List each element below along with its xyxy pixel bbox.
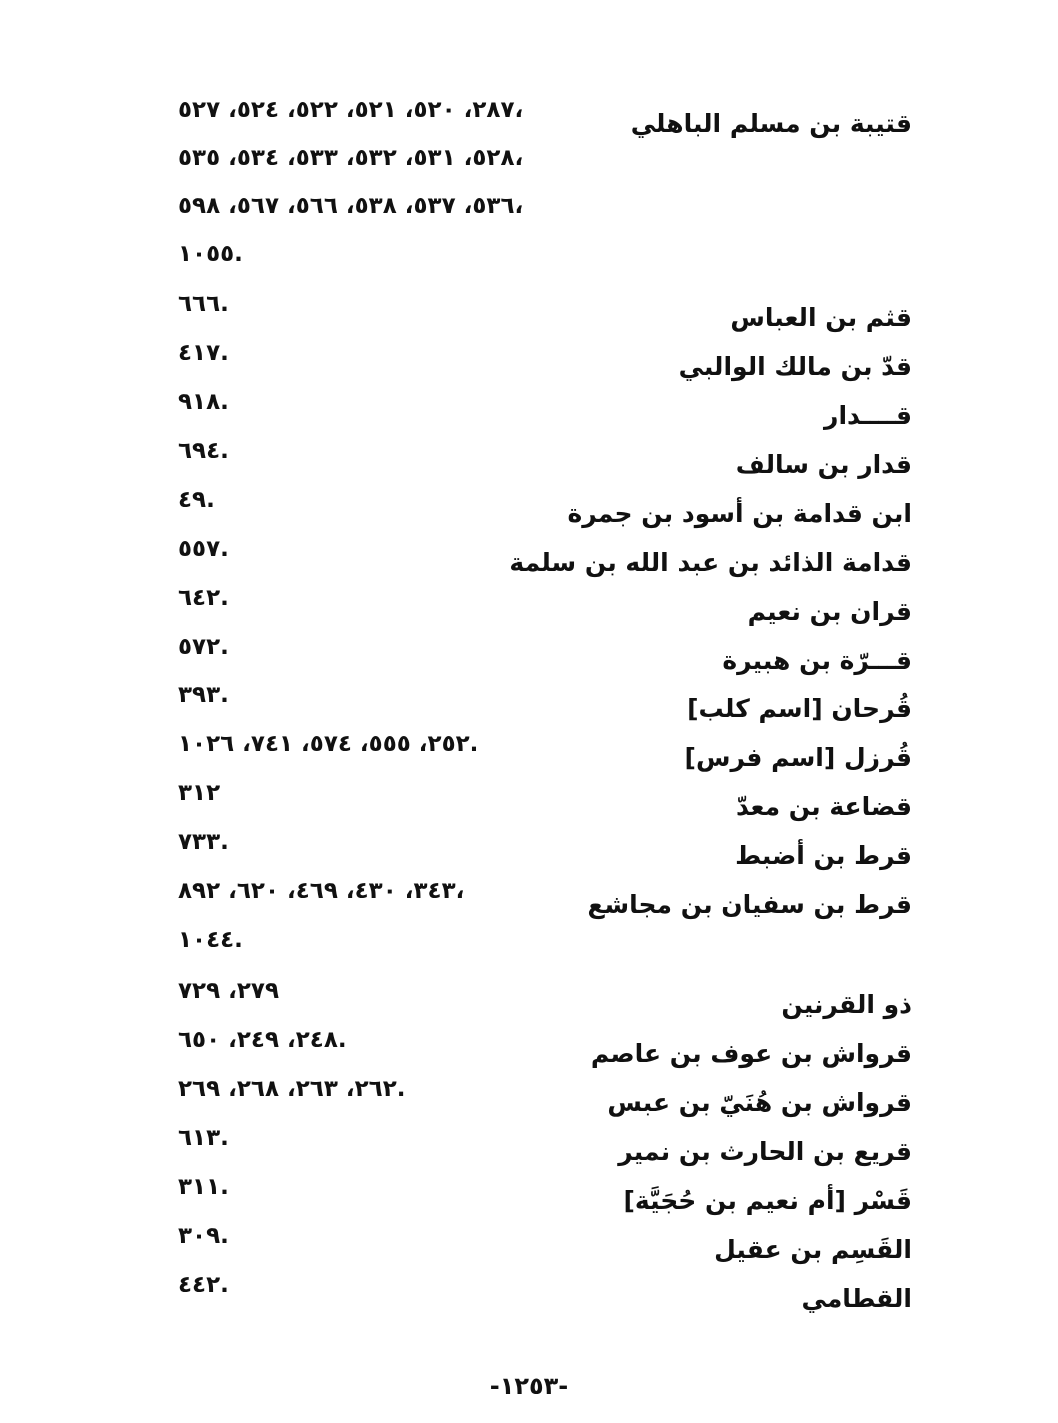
entry-pages: ٢٨٧، ٥٢٠، ٥٢١، ٥٢٢، ٥٢٤، ٥٢٧،: [178, 97, 524, 123]
index-entry: [0, 775, 1058, 825]
index-entry: [0, 433, 1058, 483]
index-entry: [0, 92, 1058, 142]
entry-pages: ١٠٥٥.: [178, 241, 243, 267]
entry-name: قرط بن أضبط: [735, 841, 912, 870]
entry-name: قـــرّة بن هبيرة: [722, 646, 912, 675]
entry-name: قــــدار: [824, 401, 912, 430]
entry-pages: ٢٤٨، ٢٤٩، ٦٥٠.: [178, 1027, 347, 1053]
index-entry: [0, 1120, 1058, 1170]
entry-name: ابن قدامة بن أسود بن جمرة: [567, 499, 912, 528]
entry-pages: ١٠٤٤.: [178, 927, 243, 953]
entry-pages: ٦٤٢.: [178, 585, 229, 611]
index-entry: [0, 1267, 1058, 1317]
entry-name: قرواش بن هُنَيّ بن عبس: [607, 1088, 912, 1117]
index-entry: [0, 677, 1058, 727]
entry-pages: ٣٩٣.: [178, 682, 229, 708]
entry-name: قُرزل [اسم فرس]: [684, 743, 912, 772]
index-entry: [0, 1169, 1058, 1219]
page-number: -١٢٥٣-: [489, 1372, 569, 1400]
index-entry: [0, 973, 1058, 1023]
entry-name: القطامي: [801, 1284, 912, 1313]
entry-name: قُرحان [اسم كلب]: [687, 694, 912, 723]
entry-pages: ٥٥٧.: [178, 536, 229, 562]
entry-pages: ٢٦٢، ٢٦٣، ٢٦٨، ٢٦٩.: [178, 1076, 406, 1102]
entry-pages: ٧٣٣.: [178, 829, 229, 855]
index-entry: [0, 482, 1058, 532]
entry-pages: ٢٧٩، ٧٢٩: [178, 978, 279, 1004]
entry-pages: ٣١١.: [178, 1174, 229, 1200]
index-entry: [0, 629, 1058, 679]
entry-name: قثم بن العباس: [730, 303, 912, 332]
entry-pages: ٣٠٩.: [178, 1223, 229, 1249]
index-entry-continuation: [0, 140, 1058, 190]
entry-name: قريع بن الحارث بن نمير: [618, 1137, 912, 1166]
index-entry-continuation: [0, 922, 1058, 972]
entry-name: قرط بن سفيان بن مجاشع: [587, 890, 912, 919]
entry-pages: ٤٤٢.: [178, 1272, 229, 1298]
index-entry: [0, 1071, 1058, 1121]
entry-pages: ٤٩.: [178, 487, 215, 513]
index-entry-continuation: [0, 236, 1058, 286]
index-entry: [0, 726, 1058, 776]
entry-pages: ٥٧٢.: [178, 634, 229, 660]
entry-pages: ٦٩٤.: [178, 438, 229, 464]
entry-name: قران بن نعيم: [747, 597, 912, 626]
entry-name: قرواش بن عوف بن عاصم: [590, 1039, 912, 1068]
entry-pages: ٩١٨.: [178, 389, 229, 415]
index-entry: [0, 335, 1058, 385]
entry-name: قدامة الذائد بن عبد الله بن سلمة: [509, 548, 912, 577]
entry-name: القَسِم بن عقيل: [714, 1235, 912, 1264]
index-entry: [0, 1022, 1058, 1072]
index-entry: [0, 580, 1058, 630]
entry-name: ذو القرنين: [781, 990, 912, 1019]
entry-pages: ٣٤٣، ٤٣٠، ٤٦٩، ٦٢٠، ٨٩٢،: [178, 878, 465, 904]
entry-pages: ٣١٢: [178, 780, 221, 806]
entry-pages: ٢٥٢، ٥٥٥، ٥٧٤، ٧٤١، ١٠٢٦.: [178, 731, 479, 757]
entry-pages: ٦١٣.: [178, 1125, 229, 1151]
entry-pages: ٥٣٦، ٥٣٧، ٥٣٨، ٥٦٦، ٥٦٧، ٥٩٨،: [178, 193, 524, 219]
entry-name: قتيبة بن مسلم الباهلي: [630, 109, 912, 138]
entry-name: قَسْر [أم نعيم بن حُجَيَّة]: [623, 1186, 912, 1215]
entry-pages: ٤١٧.: [178, 340, 229, 366]
index-entry: [0, 531, 1058, 581]
index-entry-continuation: [0, 188, 1058, 238]
index-entry: [0, 286, 1058, 336]
index-entry: [0, 384, 1058, 434]
index-entry: [0, 873, 1058, 923]
index-entry: [0, 1218, 1058, 1268]
entry-pages: ٦٦٦.: [178, 291, 229, 317]
entry-name: قدّ بن مالك الوالبي: [678, 352, 912, 381]
entry-name: قدار بن سالف: [735, 450, 912, 479]
entry-pages: ٥٢٨، ٥٣١، ٥٣٢، ٥٣٣، ٥٣٤، ٥٣٥،: [178, 145, 524, 171]
index-entry: [0, 824, 1058, 874]
entry-name: قضاعة بن معدّ: [736, 792, 912, 821]
